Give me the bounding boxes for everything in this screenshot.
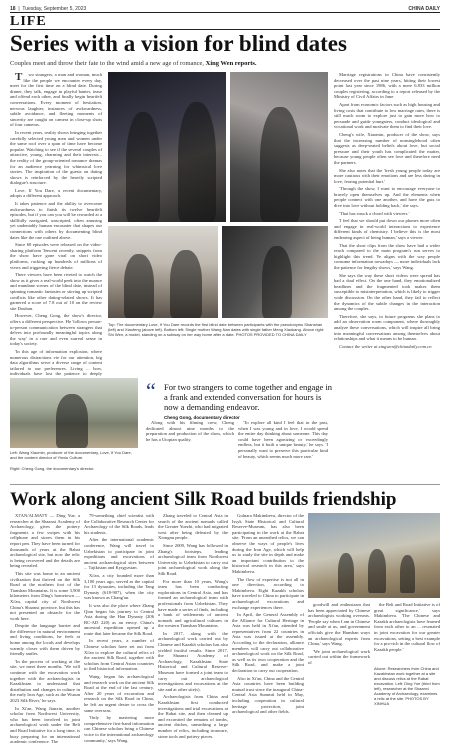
paragraph: 'In this age of information explosion, where numerous distractions vie for our attention, big data algorithms serve a diverse range of content tailored to our preferences. Living ... how, individuals have lost the patience to deeply bbox=[10, 348, 102, 377]
paragraph: 'We joint archaeological work carried out within the framework of bbox=[308, 648, 370, 665]
paragraph: In April, the General Assembly of the Alliance for Cultural Heritage in Asia was held in Xi'an, attended by representatives from 22 countries in Asia was issued at the assembly. According to the declaration, alliance members will carry out collaborative archaeological work on the Silk Road, as well as its own cooperation and the Silk Road, and make a joint declaration to carry out cooperation. bbox=[232, 612, 304, 674]
story2-column-1 bbox=[10, 513, 80, 745]
brand-name: CHINA DAILY bbox=[408, 6, 440, 12]
story1-headline: Series with a vision for blind dates bbox=[10, 31, 347, 56]
paragraph: This site was home to an ancient civilization that thrived on the Silk Road at the northern foot of the Tianshan Mountains. It is some 3,900 kilometers from Ding's hometown — Xi'an, capital city of Northwest China's Shaanxi province, but this has not presented an obstacle for the work here. bbox=[10, 570, 80, 621]
paragraph: goodwill and enthusiasm that has been appreciated by Chinese archaeologists working overseas. 'People say when I am in Chinese and smile at us, and government officials give the Hanshan ways an archaeological experts from China,' says Wang. bbox=[308, 602, 370, 647]
person-silhouette bbox=[368, 549, 386, 593]
story2-headline: Work along ancient Silk Road builds friendship bbox=[10, 489, 397, 510]
paragraph: In Xi'an, Wang Jianxin, another scholar from Northwest University, who has been involved in joint archaeological work under the Belt and Road Initiative for a long time, is busy preparing for an international academic conference. The bbox=[10, 705, 80, 745]
standfirst-text: Couples meet and throw their fate to the wind amid a new age of romance, bbox=[10, 60, 205, 67]
section-rule bbox=[10, 29, 440, 30]
person-silhouette bbox=[338, 553, 354, 593]
story2-column-6 bbox=[374, 602, 440, 662]
person-silhouette bbox=[262, 246, 292, 318]
paragraph: Gulnara Makimbeva, director of the Issyk State Historical and Cultural Reserve-Museum, has also been participating in the work at the Rabat site. 'From an unearthed relics, we can observe the ways of people's lives during the Iron Age, which will help us to study the site in depth and make an important contribution to the historical research in this area,' says Makimbeva. bbox=[232, 513, 304, 574]
paragraph: Along with his filming crew, Cheng dedicated almost nine months to the preparation and production of the show, which he has a Utopian quality. bbox=[146, 420, 234, 442]
person-silhouette bbox=[260, 107, 300, 222]
paragraph: Wang, began his archaeological and research work on the ancient Silk Road at the end of the last century. After 20 years of excavation and research on the Silk Road in China, he left an urgent desire to cross the same overseas. bbox=[84, 674, 154, 713]
paragraph: That the short clips from the show have had a wider reach compared to the main program's run serves to highlight this trend. Ye aligns with the way people consume information nowadays — more individuals lack the patience for lengthy shows,' says Wang. bbox=[334, 242, 440, 270]
paragraph: Since 2009, Wang has followed in Zhang's footsteps, leading archaeological team from Northwest University to Uzbekistan to carry out joint archaeological work along the Silk Road. bbox=[158, 542, 228, 576]
issue-date: Tuesday, September 5, 2023 bbox=[22, 6, 87, 12]
photo-producer bbox=[10, 378, 138, 448]
paragraph: For more than 10 years, Wang's team has been conducting explorations in Central Asia, and has formed an archaeological team with professionals from Uzbekistan. They have made a series of finds, including a bank of settlements of ancient nomads and agricultural cultures in the western Tianshan Mountains. bbox=[158, 578, 228, 629]
paragraph: 'Only by mastering more comprehensive first-hand information can Chinese scholars bring a Chinese voice to the international archaeology community,' says Wang. bbox=[84, 715, 154, 743]
paragraph: In recent years, reality shows bringing together carefully selected young men and women under the same roof over a span of time have become popular. Watching to see if the several couples of attractive, young, charming and their interests... the reality of the group-oriented romance dramas for an audience yearning for whimsical love stories. The inspiration of the guests on dating shows is reinforced by the heavily scripted dialogue's structure. bbox=[10, 129, 102, 186]
person-silhouette bbox=[178, 102, 216, 222]
paragraph: Since 60 episodes were released on the video-sharing platform Tencent recently, snippets from the show have gone viral on short video platforms, racking up hundreds of millions of views and triggering fierce debate. bbox=[10, 242, 102, 270]
story1-column-2b bbox=[238, 420, 328, 480]
pull-quote bbox=[146, 378, 336, 420]
right-caption: Right: Cheng Gong, the documentary's director. bbox=[10, 466, 95, 471]
section-title: LIFE bbox=[10, 14, 47, 29]
paragraph: In recent years, a number of Chinese scholars have set out from Xi'an to explore the cultural relics of the ancient Silk Road, together with scholars from Central Asian countries to find historical information. bbox=[84, 638, 154, 672]
story2-photo-caption: Above: Researchers from China and Kazakhstan work together at a site and discuss relics at the Rabat excavation. Left: Ding Yue (third from left), researcher at the Shaanxi Academy of Archaeology, examines a relic at the site. PHOTOS BY XINHUA bbox=[374, 666, 440, 706]
person-silhouette bbox=[170, 250, 202, 318]
story2-column-5 bbox=[308, 602, 370, 741]
story-divider bbox=[10, 484, 440, 485]
quote-author: Cheng Gong, documentary director bbox=[164, 415, 240, 420]
page-number: 18 bbox=[10, 6, 16, 12]
paragraph: Therefore, she says, in future programs she plans to add an observation room component, where thoroughly analyze these conversations, which will inspire all bring into meaningful conversations among themselves about relationships and what it means to be human. bbox=[334, 313, 440, 342]
paragraph: the Belt and Road Initiative is of great significance,' says Makimbeva. 'The Chinese and Kazakh archaeologists have learned from each other to an ... resonated in joint excavation for our greater excavations, setting a best example for a pro-rich in the cultural flow of Kazakh people.' bbox=[374, 602, 440, 652]
paragraph: After the international academic conference, Wang will travel to Uzbekistan to participate in joint expeditions and excavations of ancient archaeological sites between ... Tajikistan and Kyrgyzstan. bbox=[84, 537, 154, 571]
person-silhouette bbox=[124, 254, 154, 318]
byline: Xing Wen reports. bbox=[205, 60, 257, 67]
paragraph: The flow of expertise is not all in one direction, according to Makimbeva. Eight Kazakh scholars have traveled to China to participate in archaeological excavations and exchange experiences there. bbox=[232, 576, 304, 610]
photo-excavation-site bbox=[308, 513, 440, 598]
paragraph: Apart from economic factors such as high housing and living costs that contribute to low marriage rates, there is still much room to explore just to gain more how to persuade and guide youngsters, conduct ideological and vocational work and motivate them to find their love. bbox=[334, 101, 440, 130]
photo-date-scene bbox=[230, 72, 328, 222]
paragraph: Love, If You Dare, a recent documentary, adopts a different approach. bbox=[10, 187, 102, 199]
quote-text: For two strangers to come together and engage in a frank and extended conversation for hours is now a demanding endeavor. bbox=[164, 382, 333, 412]
story2-column-4 bbox=[232, 513, 304, 741]
paragraph: Marriage registrations in China have consistently decreased over the past nine years, hitting their lowest point last year since 1986, with a mere 6.833 million couples registering, according to a report released by the Ministry of Civil Affairs in June. bbox=[334, 72, 440, 100]
story1-standfirst bbox=[10, 60, 440, 68]
quote-mark-icon: “ bbox=[146, 378, 156, 403]
paragraph: Despite the language barrier and the difference in natural environment and living conditions, he feels at home among the locals and develops warmly closer with them driven by friendly smiles. bbox=[10, 623, 80, 657]
paragraph: There viewers have been riveted to watch the show as it gives a real-world peek into the nuance and mundane scenes of the blind date, instead of spinning romantic fantasies or stirring up scripted conflicts like other dating-related shows. It has garnered a score of 7.8 out of 10 on the review site Douban. bbox=[10, 272, 102, 311]
photo-single-parents bbox=[108, 226, 218, 318]
story1-column-1 bbox=[10, 71, 102, 377]
photo-couple-dinner bbox=[108, 72, 226, 222]
paragraph: Archaeologists from China and Kazakhstan first conducted investigations and trial excavations at the Rabat site, and then cleaned up and excavated the remains of tombs, ancient ditches, unearthing a large number of relics, including ironware, stone tools and pottery pieces. bbox=[158, 694, 228, 739]
paragraph: Cheng's wife, Xiaomin, producer of the show, says that the increasing number of nonsinglehood often suggests as deep-seated beliefs about love, but social pressure and their youth has complicated the matter, because young people often see love and therefore need the partners. bbox=[334, 131, 440, 165]
page-header: 18 | Tuesday, September 5, 2023 CHINA DAILY bbox=[10, 6, 440, 12]
paragraph: 'Through the show, I want to encourage everyone to bravely open themselves up. And the elements when people connect with one another, and have the guts to dive into love without holding back,' she says. bbox=[334, 186, 440, 209]
header-rule bbox=[10, 12, 440, 13]
story1-column-3 bbox=[334, 72, 440, 476]
photo-subway-model bbox=[222, 226, 328, 318]
paragraph: She says the way these short videos were spread has had a dual effect. On the one hand, they emotionalized headlines and the fragmented took makes them susceptible to misinterpretation, which is likely to trigger wide discussion. On the other hand, they fail to reflect the dynamics of the subtle changes in the interaction among the couples. bbox=[334, 272, 440, 312]
story2-column-3 bbox=[158, 513, 228, 741]
paragraph: 'I feel that we should put down our phones more often and engage in real-world interactions to experience different kinds of chemistry. I believe this is the most endearing aspect of being human,' says a viewer. bbox=[334, 218, 440, 241]
person-silhouette bbox=[400, 555, 415, 593]
paragraph: 'In the process of working at the site, we meet three months. 'We will continue with the excavation work together with the archaeologists in Kazakhstan to understand that distribution and changes in culture in the early Iron Age, such as the Wusun 2023 Silk River,' he says. bbox=[10, 658, 80, 703]
person-silhouette bbox=[126, 112, 160, 222]
paragraph: 'That has struck a chord with viewers.' bbox=[339, 210, 410, 216]
paragraph: XI'AN/ALMATY — Ding Yue, a researcher at the Shaanxi Academy of Archaeology, gives the pottery fragments a few swipes with his cellphone and stores them in his report pen. They have been turned for thousands of years at the Rabat archaeological site, but now the relic is being recovered and the details are being revealed. bbox=[10, 513, 80, 569]
paragraph: Xi'an, a city founded more than 3,100 years ago, served as the capital for 13 dynasties, including the Tang Dynasty (618-907), when the city was known as Chang'an. bbox=[84, 572, 154, 601]
person-silhouette bbox=[56, 394, 88, 448]
paragraph: It takes patience and the ability to overcome awkwardness to finish its twelve heartfelt episodes, but if you can you will be rewarded at a skillfully navigated, unscripted, often amusing yet undeniably human encounter that shapes our connections with others by documenting blind dates like the one outlined above. bbox=[10, 201, 102, 240]
contact-line: Contact the writer at xingwen@chinadaily.com.cn bbox=[339, 343, 432, 349]
paragraph: However, Cheng Gong, the show's director, offers a different perspective. He 'follows person-to-person communication between strangers that delves into profoundly meaningful topics along the way' in a rare and even surreal sense in today's society. bbox=[10, 313, 102, 347]
paragraph: Zhang traveled to Central Asia in search of the ancient nomads called the Greater Yuezhi, who had migrated west after being defeated by the Xiongnu people. bbox=[158, 513, 228, 541]
left-caption: Left: Wang Xiaomin, producer of the documentary, Love, If You Dare, and the content director of Yinxiu Culture. bbox=[10, 450, 132, 460]
paragraph: Two strangers, a man and woman, much like the people we encounter every day, meet for the first time on a blind date. During dinner, they talk, engage in playful banter, tease and offend each other, and finally begin heartfelt conversations. Every moment of hesitation, nervous laughter, instances of awkwardness, subtle avoidance, and fleeting moments of sincerity are caught on camera in close-up shots of four cameras. bbox=[10, 71, 102, 128]
story1-photo-caption: Top: The documentary Love, If You Dare records the first blind date between participants with the pseudonyms Shanshan (left) and Xiaofeng (above left). Bottom left: Single mother Wang Nan dates with single father Meng Xiaokang. Above right: Shi Wen, a model, standing on a subway on her way home after a date. PHOTOS PROVIDED TO CHINA DAILY bbox=[108, 322, 325, 337]
paragraph: It was also the place where Zhang Qian began his journey to Central Asia during the Han Dynasty (206 BC-AD 220) as an envoy. China's ancestral expedition opened up a route that later became the Silk Road. bbox=[84, 602, 154, 636]
paragraph: She also notes that the 'fresh young people today are more cautious with their emotions and are less daring in love, fearing potential hurt.' bbox=[334, 167, 440, 184]
story2-column-2 bbox=[84, 513, 154, 741]
paragraph: Also in Xi'an, China and the Central Asia countries have been building mutual trust since the inaugural China-Central Asia Summit held in May, including cooperation in cultural heritage protection, joint archaeological and other fields. bbox=[232, 675, 304, 715]
story1-column-2a bbox=[146, 420, 234, 480]
paragraph: 'To explore all kind I feel that in the past, when I was young and in love, I would spend the entire day thinking about someone. This day could have been agonizing or exceedingly endless, but it built a unique beauty,' he says. 'I personally want to preserve this particular kind of beauty, which seems much more rare.' bbox=[238, 420, 328, 459]
paragraph: In 2017, along with the archaeological work carried out by Chinese and Kazakh scholars has also yielded fruitful results. Since 2017, the Shaanxi Academy of Archaeology, Kazakhstan State Historical and Cultural Reserve-Museum have formed a joint team to carry out archaeological investigations and excavations at the site and at other site(s). bbox=[158, 630, 228, 692]
paragraph: 79-something chief scientist with the Collaborative Research Center for Archaeology of the Silk Roads, leads his students. bbox=[84, 513, 154, 535]
